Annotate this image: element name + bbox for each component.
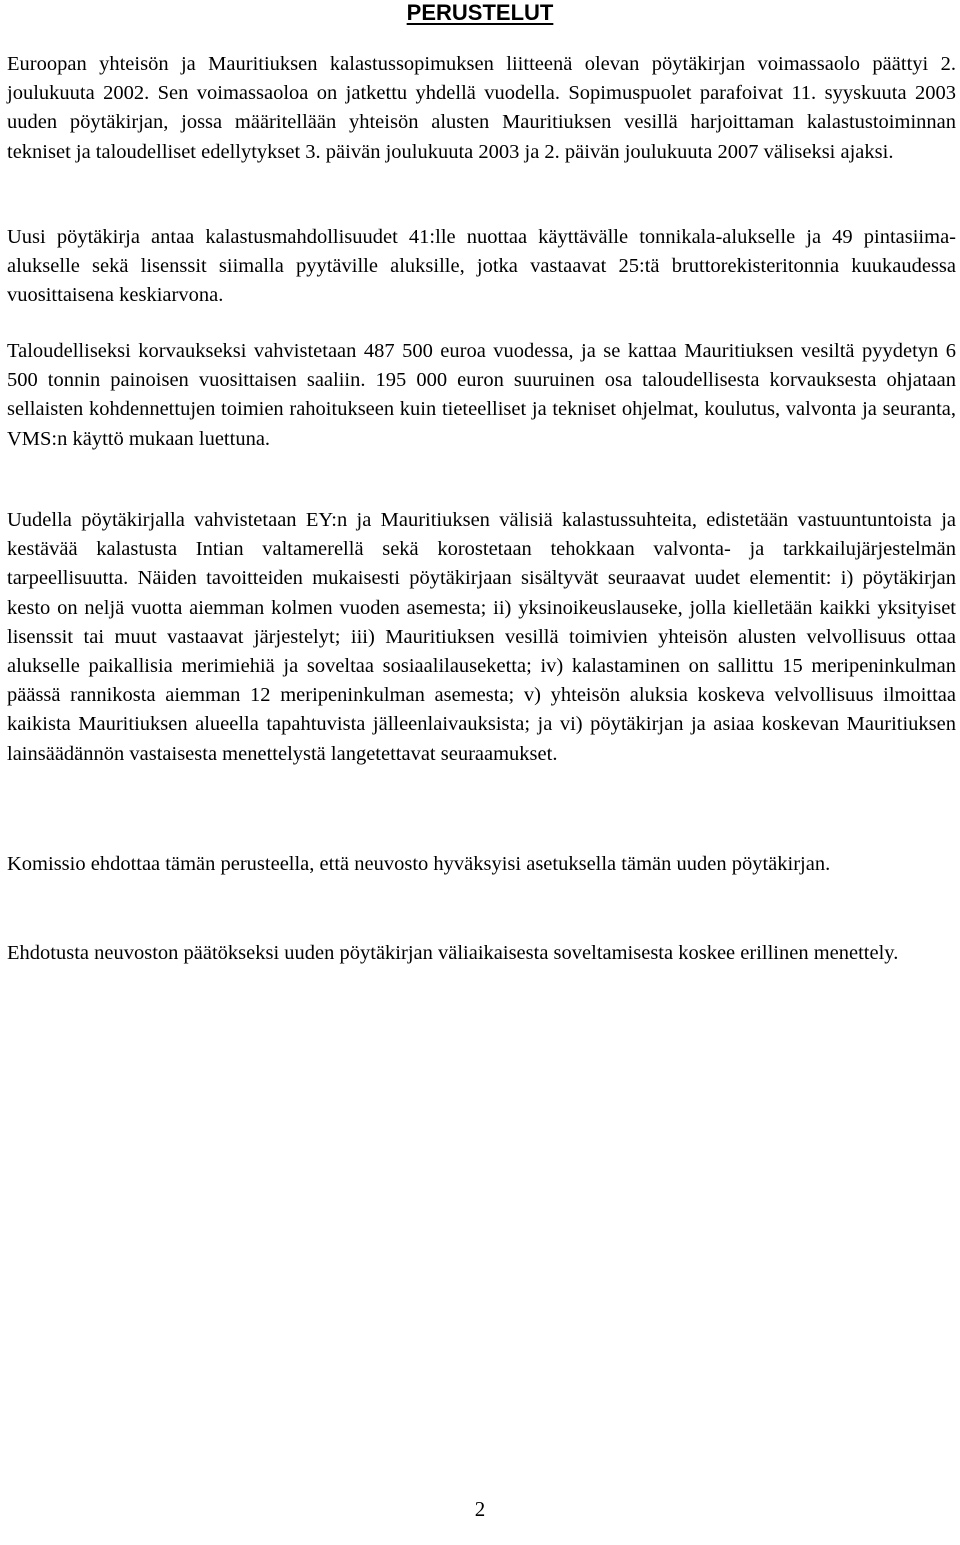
paragraph-separate-procedure: Ehdotusta neuvoston päätökseksi uuden pöytäkirjan väliaikaisesta soveltamisesta koskee erillinen menettely.: [7, 942, 899, 964]
paragraph-fishing-opportunities: Uusi pöytäkirja antaa kalastusmahdollisuudet 41:lle nuottaa käyttävälle tonnikala-alukselle ja 49 pintasiima-alukselle sekä lisenssit siimalla pyytäville aluksille, jotka vastaavat 25:tä bruttorekisteritonnia kuukaudessa vuosittaisena keskiarvona.: [7, 226, 956, 307]
paragraph-financial-compensation: Taloudelliseksi korvaukseksi vahvistetaan 487 500 euroa vuodessa, ja se kattaa Mauritiuksen vesiltä pyydetyn 6 500 tonnin painoisen vuosittaisen saaliin. 195 000 euron suuruinen osa taloudellisesta korvauksesta ohjataan sellaisten kohdennettujen toimien rahoitukseen kuin tieteelliset ja tekniset ohjelmat, koulutus, valvonta ja seuranta, VMS:n käyttö mukaan luettuna.: [7, 340, 956, 450]
paragraph-protocol-background: Euroopan yhteisön ja Mauritiuksen kalastussopimuksen liitteenä olevan pöytäkirjan voimassaolo päättyi 2. joulukuuta 2002. Sen voimassaoloa on jatkettu yhdellä vuodella. Sopimuspuolet parafoivat 11. syyskuuta 2003 uuden pöytäkirjan, jossa määritellään yhteisön alusten Mauritiuksen vesillä harjoittaman kalastustoiminnan tekniset ja taloudelliset edellytykset 3. päivän joulukuuta 2003 ja 2. päivän joulukuuta 2007 väliseksi ajaksi.: [7, 53, 956, 163]
paragraph-commission-proposal: Komissio ehdottaa tämän perusteella, että neuvosto hyväksyisi asetuksella tämän uuden pöytäkirjan.: [7, 853, 831, 875]
paragraph-new-elements: Uudella pöytäkirjalla vahvistetaan EY:n ja Mauritiuksen välisiä kalastussuhteita, edistetään vastuuntuntoista ja kestävää kalastusta Intian valtamerellä sekä korostetaan tehokkaan valvonta- ja tarkkailujärjestelmän tarpeellisuutta. Näiden tavoitteiden mukaisesti pöytäkirjaan sisältyvät seuraavat uudet elementit: i) pöytäkirjan kesto on neljä vuotta aiemman kolmen vuoden asemesta; ii) yksinoikeuslauseke, jolla kielletään kaikki yksityiset lisenssit tai muut vastaavat järjestelyt; iii) Mauritiuksen vesillä toimivien yhteisön alusten velvollisuus ottaa alukselle paikallisia merimiehiä ja soveltaa sosiaalilauseketta; iv) kalastaminen on sallittu 15 meripeninkulman päässä rannikosta aiemman 12 meripeninkulman asemesta; v) yhteisön aluksia koskeva velvollisuus ilmoittaa kaikista Mauritiuksen alueella tapahtuvista jälleenlaivauksista; ja vi) pöytäkirjan ja asiaa koskevan Mauritiuksen lainsäädännön vastaisesta menettelystä langetettavat seuraamukset.: [7, 509, 956, 765]
page-title: PERUSTELUT: [406, 0, 554, 25]
page-number: 2: [474, 1497, 486, 1521]
